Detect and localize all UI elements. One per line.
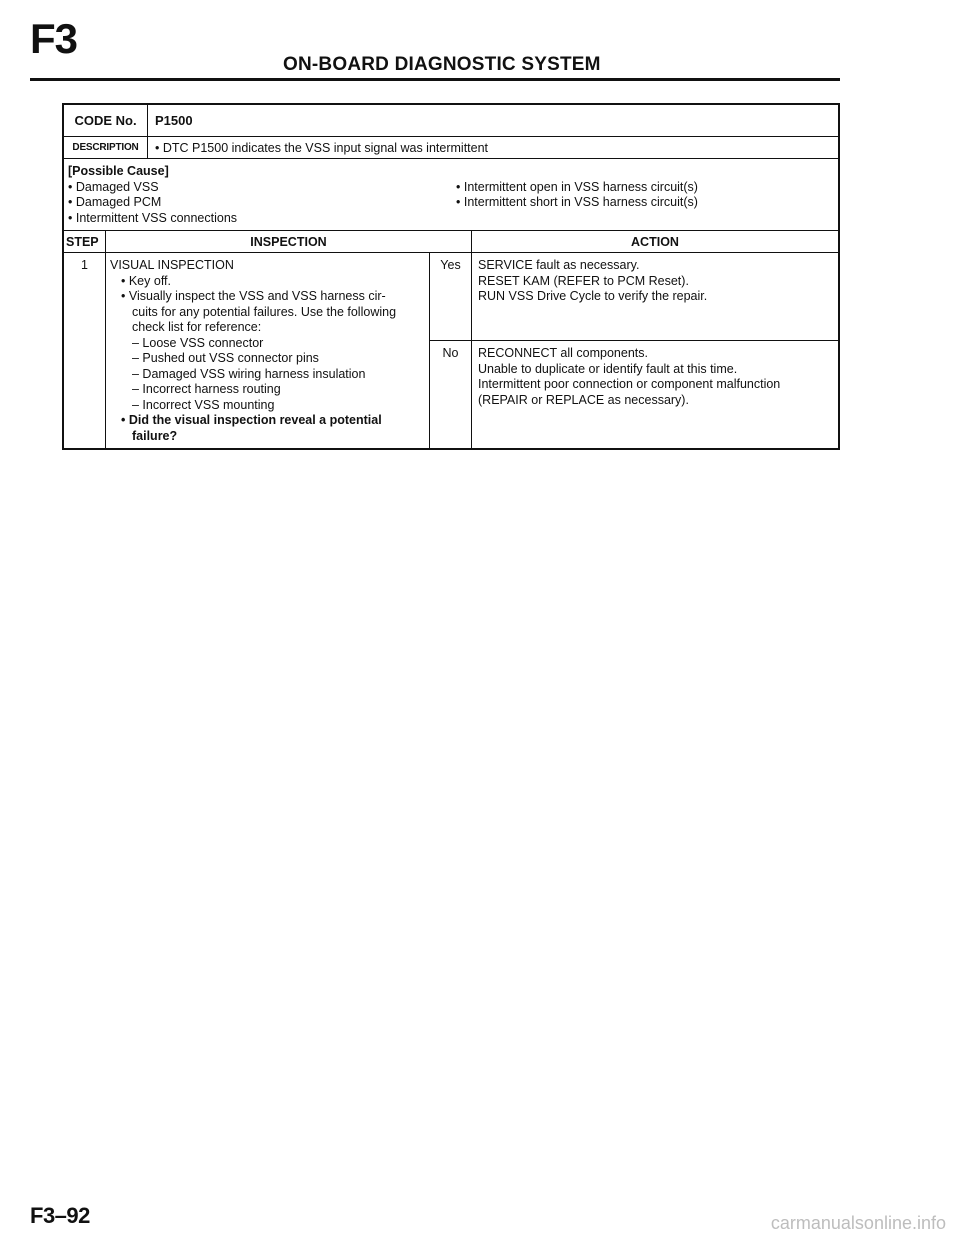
column-header-action: ACTION — [631, 234, 679, 249]
checklist-item: – Pushed out VSS connector pins — [132, 351, 319, 365]
code-row — [64, 105, 838, 137]
list-item: • Intermittent VSS connections — [68, 210, 238, 225]
answer-yes-label: Yes — [430, 253, 472, 340]
description-value: • DTC P1500 indicates the VSS input signal was intermittent — [155, 140, 489, 155]
section-code: F3 — [30, 15, 78, 62]
checklist-item: – Incorrect harness routing — [132, 382, 281, 396]
column-header-row — [64, 231, 838, 253]
step-number: 1 — [64, 253, 106, 448]
answer-no-label: No — [430, 341, 472, 448]
column-header-inspection: INSPECTION — [106, 231, 472, 252]
answer-yes-row — [430, 253, 838, 341]
code-value: P1500 — [155, 113, 193, 128]
list-item: • Intermittent open in VSS harness circuit(s) — [456, 179, 698, 194]
inspection-title: VISUAL INSPECTION — [110, 258, 234, 272]
possible-cause-right-list — [456, 180, 834, 227]
checklist-item: – Loose VSS connector — [132, 335, 264, 350]
possible-cause-left-list — [68, 180, 456, 227]
answer-yes-action — [472, 253, 838, 340]
inspection-question-continued: failure? — [132, 428, 178, 443]
action-line: RUN VSS Drive Cycle to verify the repair. — [478, 289, 708, 303]
code-label: CODE No. — [64, 105, 148, 136]
possible-cause-heading: [Possible Cause] — [68, 164, 169, 178]
possible-cause-section — [64, 159, 838, 231]
action-line: RESET KAM (REFER to PCM Reset). — [478, 273, 689, 288]
inspection-bullet-continued: check list for reference: — [132, 320, 262, 334]
description-label: DESCRIPTION — [64, 137, 148, 158]
page-number: F3–92 — [30, 1203, 90, 1228]
header-rule — [30, 78, 840, 81]
list-item: • Intermittent short in VSS harness circuit(s) — [456, 195, 698, 209]
inspection-bullet: • Key off. — [121, 273, 172, 288]
inspection-bullet: • Visually inspect the VSS and VSS harness cir- — [121, 289, 386, 303]
column-header-step: STEP — [64, 231, 106, 252]
inspection-bullet-continued: cuits for any potential failures. Use the following — [132, 304, 397, 319]
answer-no-action — [472, 341, 838, 448]
checklist-item: – Incorrect VSS mounting — [132, 397, 275, 412]
checklist-item: – Damaged VSS wiring harness insulation — [132, 366, 366, 381]
action-line: Intermittent poor connection or component malfunction — [478, 377, 781, 391]
description-row — [64, 137, 838, 159]
diagnostic-table — [62, 103, 840, 450]
action-line: Unable to duplicate or identify fault at this time. — [478, 361, 738, 376]
list-item: • Damaged VSS — [68, 179, 159, 194]
step-answers — [430, 253, 838, 448]
list-item: • Damaged PCM — [68, 195, 162, 209]
watermark: carmanualsonline.info — [770, 1213, 946, 1233]
step-inspection — [106, 253, 430, 448]
answer-no-row — [430, 341, 838, 448]
inspection-question: • Did the visual inspection reveal a potential — [121, 413, 382, 427]
action-line: SERVICE fault as necessary. — [478, 258, 640, 272]
action-line: (REPAIR or REPLACE as necessary). — [478, 392, 689, 407]
action-line: RECONNECT all components. — [478, 346, 648, 360]
step-row — [64, 253, 838, 448]
page-title: ON-BOARD DIAGNOSTIC SYSTEM — [283, 54, 601, 75]
